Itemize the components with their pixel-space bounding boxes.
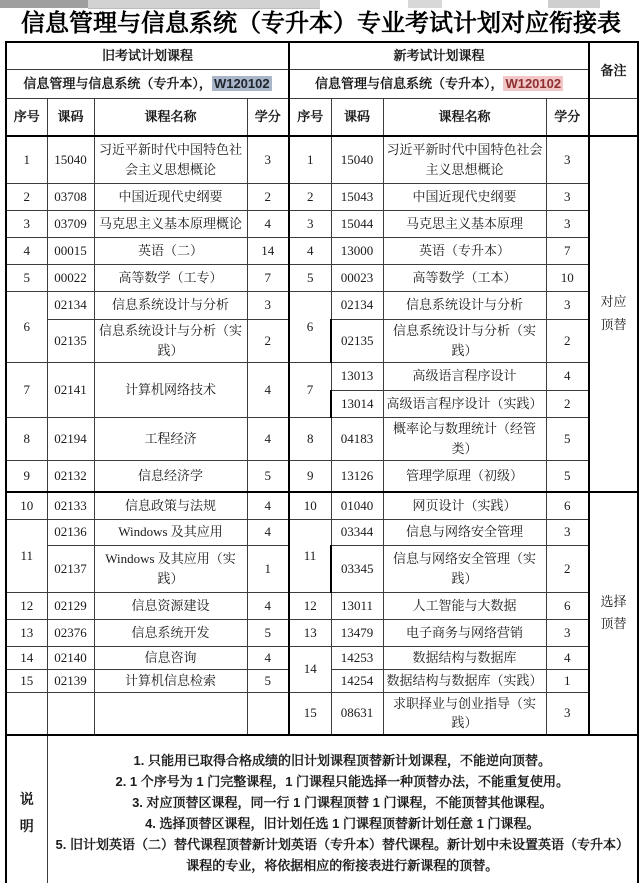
strip-segment [0,0,88,8]
new-seq-cell: 9 [289,460,331,492]
old-seq-cell: 2 [6,183,47,210]
old-code-cell: 02129 [47,592,94,619]
old-name-header: 课程名称 [94,98,247,136]
header-row-plans [6,42,638,69]
new-credit-cell: 10 [546,264,589,291]
old-seq-cell: 9 [6,460,47,492]
new-seq-cell: 10 [289,492,331,519]
new-seq-cell: 12 [289,592,331,619]
old-name-cell: 高等数学（工专） [94,264,247,291]
new-seq-cell: 1 [289,136,331,183]
table-row [6,237,638,264]
old-credit-cell: 4 [247,592,289,619]
old-plan-header: 旧考试计划课程 [6,42,289,69]
note-item: 2. 1 个序号为 1 门完整课程，1 门课程只能选择一种顶替办法，不能重复使用。 [115,774,570,789]
new-credit-cell: 3 [546,210,589,237]
new-seq-cell: 6 [289,291,331,362]
old-program-code-highlight: W120102 [213,75,270,91]
new-credit-cell: 1 [546,669,589,692]
old-name-cell: 英语（二） [94,237,247,264]
new-credit-cell: 3 [546,619,589,646]
old-code-cell: 03709 [47,210,94,237]
new-seq-cell: 14 [289,646,331,692]
old-credit-cell: 5 [247,669,289,692]
remark-spacer-cell [589,98,638,136]
new-name-cell: 信息与网络安全管理 [383,519,546,545]
old-credit-cell: 4 [247,362,289,417]
new-name-cell: 高级语言程序设计 [383,362,546,390]
old-seq-cell: 6 [6,291,47,362]
old-name-cell: 计算机网络技术 [94,362,247,417]
new-code-cell: 00023 [331,264,383,291]
old-code-cell: 02134 [47,291,94,319]
new-name-cell: 英语（专升本） [383,237,546,264]
new-code-cell: 13479 [331,619,383,646]
old-seq-cell: 12 [6,592,47,619]
old-seq-cell: 10 [6,492,47,519]
new-code-cell: 02135 [331,319,383,362]
new-seq-cell: 3 [289,210,331,237]
old-credit-cell: 5 [247,619,289,646]
old-credit-cell: 4 [247,417,289,460]
top-edge-strip [0,0,642,8]
note-item: 4. 选择顶替区课程，旧计划任选 1 门课程顶替新计划任意 1 门课程。 [145,816,540,831]
strip-segment [88,0,320,9]
remark-zone-correspond: 对应顶替 [589,136,638,492]
new-name-cell: 数据结构与数据库（实践） [383,669,546,692]
new-name-cell: 高等数学（工本） [383,264,546,291]
old-credit-header: 学分 [247,98,289,136]
new-credit-cell: 5 [546,417,589,460]
new-code-cell: 15040 [331,136,383,183]
new-name-cell: 概率论与数理统计（经管类） [383,417,546,460]
new-code-cell: 13013 [331,362,383,390]
new-plan-header: 新考试计划课程 [289,42,589,69]
notes-row [6,735,638,883]
table-row [6,210,638,237]
new-seq-cell: 8 [289,417,331,460]
old-code-cell: 02137 [47,545,94,592]
new-name-cell: 马克思主义基本原理 [383,210,546,237]
new-code-cell: 02134 [331,291,383,319]
old-credit-cell: 4 [247,646,289,669]
old-code-cell: 15040 [47,136,94,183]
remark-header: 备注 [589,42,638,98]
new-code-cell: 15044 [331,210,383,237]
new-credit-cell: 3 [546,692,589,735]
empty-cell [6,692,47,735]
new-program-cell [289,69,589,98]
new-credit-cell: 6 [546,492,589,519]
old-name-cell: 工程经济 [94,417,247,460]
old-name-cell: Windows 及其应用（实践） [94,545,247,592]
new-code-cell: 15043 [331,183,383,210]
old-program-cell [6,69,289,98]
new-seq-cell: 11 [289,519,331,592]
old-credit-cell: 4 [247,210,289,237]
new-credit-cell: 6 [546,592,589,619]
old-seq-cell: 7 [6,362,47,417]
table-row [6,362,638,390]
old-credit-cell: 7 [247,264,289,291]
old-code-cell: 00015 [47,237,94,264]
old-credit-cell: 5 [247,460,289,492]
old-credit-cell: 14 [247,237,289,264]
old-seq-cell: 3 [6,210,47,237]
new-credit-header: 学分 [546,98,589,136]
old-name-cell: 信息系统设计与分析 [94,291,247,319]
new-name-cell: 信息系统设计与分析 [383,291,546,319]
notes-label: 说明 [19,791,34,834]
header-row-program [6,69,638,98]
table-row [6,492,638,519]
old-seq-cell: 5 [6,264,47,291]
old-name-cell: 信息系统开发 [94,619,247,646]
table-row [6,519,638,545]
old-credit-cell: 2 [247,183,289,210]
note-item: 1. 只能用已取得合格成绩的旧计划课程顶替新计划课程，不能逆向顶替。 [133,753,551,768]
column-header-row [6,98,638,136]
old-code-cell: 02141 [47,362,94,417]
old-name-cell: 信息系统设计与分析（实践） [94,319,247,362]
empty-cell [247,692,289,735]
new-seq-cell: 2 [289,183,331,210]
new-code-cell: 03344 [331,519,383,545]
old-code-cell: 02139 [47,669,94,692]
new-seq-cell: 13 [289,619,331,646]
old-code-cell: 02135 [47,319,94,362]
old-credit-cell: 2 [247,319,289,362]
old-credit-cell: 4 [247,519,289,545]
new-seq-header: 序号 [289,98,331,136]
new-name-cell: 网页设计（实践） [383,492,546,519]
notes-cell [47,735,638,883]
new-code-cell: 13000 [331,237,383,264]
old-code-cell: 02133 [47,492,94,519]
old-code-cell: 02376 [47,619,94,646]
new-credit-cell: 5 [546,460,589,492]
table-row [6,136,638,183]
new-name-cell: 求职择业与创业指导（实践） [383,692,546,735]
old-code-cell: 02136 [47,519,94,545]
new-credit-cell: 3 [546,519,589,545]
old-seq-header: 序号 [6,98,47,136]
new-code-cell: 14254 [331,669,383,692]
table-row [6,417,638,460]
new-name-header: 课程名称 [383,98,546,136]
old-seq-cell: 11 [6,519,47,592]
new-credit-cell: 2 [546,390,589,417]
old-code-cell: 02132 [47,460,94,492]
empty-cell [94,692,247,735]
new-credit-cell: 3 [546,136,589,183]
new-code-cell: 01040 [331,492,383,519]
new-name-cell: 信息与网络安全管理（实践） [383,545,546,592]
new-credit-cell: 4 [546,646,589,669]
new-credit-cell: 4 [546,362,589,390]
old-name-cell: 信息资源建设 [94,592,247,619]
old-name-cell: 马克思主义基本原理概论 [94,210,247,237]
remark-zone-select: 选择顶替 [589,492,638,735]
new-code-header: 课码 [331,98,383,136]
table-row [6,183,638,210]
old-seq-cell: 1 [6,136,47,183]
old-credit-cell: 4 [247,492,289,519]
old-name-cell: 习近平新时代中国特色社会主义思想概论 [94,136,247,183]
new-seq-cell: 5 [289,264,331,291]
strip-segment [408,0,442,8]
new-seq-cell: 4 [289,237,331,264]
old-credit-cell: 3 [247,291,289,319]
new-name-cell: 习近平新时代中国特色社会主义思想概论 [383,136,546,183]
table-row [6,646,638,669]
new-program-code-highlight: W120102 [505,75,562,91]
new-credit-cell: 7 [546,237,589,264]
table-row [6,592,638,619]
new-code-cell: 14253 [331,646,383,669]
new-code-cell: 13126 [331,460,383,492]
table-row [6,692,638,735]
old-program-name: 信息管理与信息系统（专升本）， [23,75,212,91]
old-code-cell: 00022 [47,264,94,291]
new-credit-cell: 3 [546,183,589,210]
new-name-cell: 管理学原理（初级） [383,460,546,492]
old-code-header: 课码 [47,98,94,136]
table-row [6,264,638,291]
new-code-cell: 13014 [331,390,383,417]
note-item: 5. 旧计划英语（二）替代课程顶替新计划英语（专升本）替代课程。新计划中未设置英语（专升本）课程的专业，将依据相应的衔接表进行新课程的顶替。 [55,837,629,873]
note-item: 3. 对应顶替区课程，同一行 1 门课程顶替 1 门课程，不能顶替其他课程。 [132,795,553,810]
new-program-name: 信息管理与信息系统（专升本）， [314,75,504,91]
new-seq-cell: 7 [289,362,331,417]
old-seq-cell: 8 [6,417,47,460]
new-name-cell: 电子商务与网络营销 [383,619,546,646]
table-row [6,460,638,492]
old-seq-cell: 15 [6,669,47,692]
new-code-cell: 04183 [331,417,383,460]
strip-segment [548,0,600,8]
new-name-cell: 数据结构与数据库 [383,646,546,669]
new-credit-cell: 2 [546,545,589,592]
old-credit-cell: 3 [247,136,289,183]
notes-label-cell [6,735,47,883]
new-code-cell: 13011 [331,592,383,619]
new-name-cell: 人工智能与大数据 [383,592,546,619]
table-row [6,619,638,646]
old-code-cell: 02194 [47,417,94,460]
old-name-cell: 信息政策与法规 [94,492,247,519]
new-credit-cell: 2 [546,319,589,362]
new-name-cell: 高级语言程序设计（实践） [383,390,546,417]
old-seq-cell: 13 [6,619,47,646]
new-seq-cell: 15 [289,692,331,735]
new-code-cell: 08631 [331,692,383,735]
new-name-cell: 信息系统设计与分析（实践） [383,319,546,362]
old-name-cell: Windows 及其应用 [94,519,247,545]
old-seq-cell: 14 [6,646,47,669]
empty-cell [47,692,94,735]
old-name-cell: 计算机信息检索 [94,669,247,692]
page-title: 信息管理与信息系统（专升本）专业考试计划对应衔接表 [21,11,621,37]
old-seq-cell: 4 [6,237,47,264]
old-credit-cell: 1 [247,545,289,592]
new-name-cell: 中国近现代史纲要 [383,183,546,210]
table-row [6,291,638,319]
new-credit-cell: 3 [546,291,589,319]
old-name-cell: 信息咨询 [94,646,247,669]
old-name-cell: 信息经济学 [94,460,247,492]
old-code-cell: 02140 [47,646,94,669]
correspondence-table [5,41,639,883]
new-code-cell: 03345 [331,545,383,592]
old-name-cell: 中国近现代史纲要 [94,183,247,210]
old-code-cell: 03708 [47,183,94,210]
